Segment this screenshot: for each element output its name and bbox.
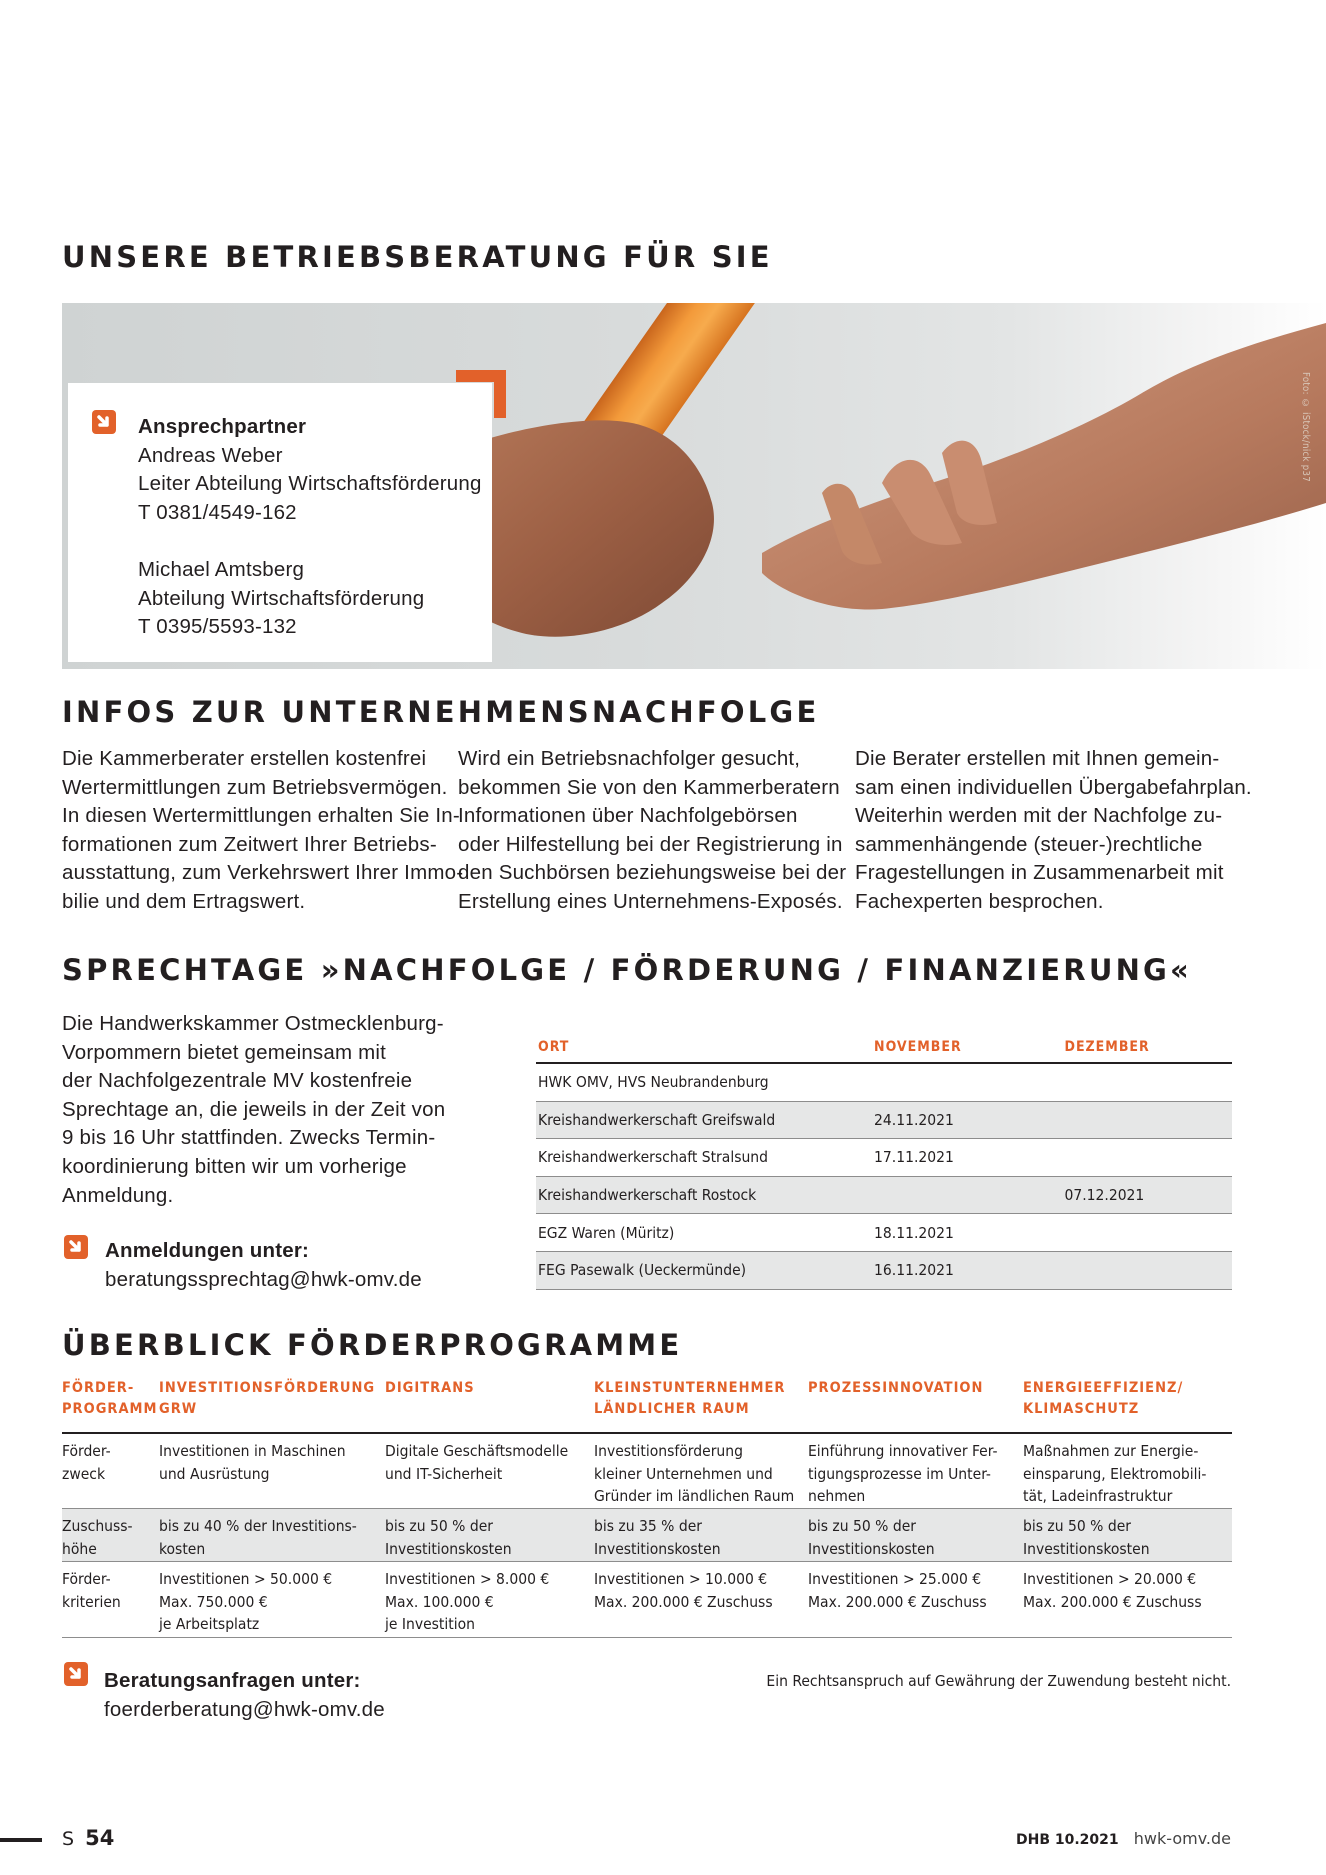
cell-ort: Kreishandwerkerschaft Stralsund bbox=[538, 1148, 768, 1167]
cell bbox=[1023, 1440, 1232, 1504]
cell-november: 17.11.2021 bbox=[874, 1148, 954, 1167]
text-line: bilie und dem Ertragswert. bbox=[62, 889, 306, 913]
cell-line: Max. 750.000 € bbox=[159, 1592, 268, 1611]
cell-line: Investitionen > 20.000 € bbox=[1023, 1570, 1197, 1588]
cell-ort: HWK OMV, HVS Neubrandenburg bbox=[538, 1073, 769, 1092]
nachfolge-column-2 bbox=[458, 745, 846, 917]
text-line: In diesen Wertermittlungen erhalten Sie In- bbox=[62, 804, 460, 828]
cell-line: Investitionen > 10.000 € bbox=[594, 1570, 768, 1588]
arrow-down-right-icon bbox=[64, 1662, 88, 1686]
text-line: bekommen Sie von den Kammerberatern bbox=[458, 775, 840, 799]
column-header-dezember: DEZEMBER bbox=[1064, 1039, 1150, 1055]
contact-box bbox=[68, 383, 492, 662]
header-line: GRW bbox=[159, 1401, 198, 1417]
website-link[interactable]: hwk-omv.de bbox=[1133, 1829, 1231, 1848]
contact-phone: T 0381/4549-162 bbox=[138, 500, 297, 524]
text-line: Die Berater erstellen mit Ihnen gemein- bbox=[855, 747, 1220, 770]
cell-line: Investitionskosten bbox=[385, 1539, 512, 1558]
text-line: Fragestellungen in Zusammenarbeit mit bbox=[855, 861, 1224, 885]
cell-line: tät, Ladeinfrastruktur bbox=[1023, 1487, 1173, 1505]
row-label bbox=[62, 1515, 159, 1557]
cell bbox=[1023, 1515, 1232, 1557]
cell bbox=[159, 1440, 385, 1504]
contact-details bbox=[138, 413, 482, 642]
cell-november: 24.11.2021 bbox=[874, 1110, 954, 1129]
cell-ort: Kreishandwerkerschaft Greifswald bbox=[538, 1110, 776, 1129]
cell bbox=[808, 1515, 1023, 1557]
column-header-prozessinnovation bbox=[808, 1378, 1023, 1432]
cell-line: je Investition bbox=[385, 1615, 475, 1633]
arrow-down-right-icon bbox=[92, 410, 116, 434]
cell-line: und IT-Sicherheit bbox=[385, 1464, 503, 1483]
text-line: Fachexperten besprochen. bbox=[855, 889, 1104, 913]
text-line: Vorpommern bietet gemeinsam mit bbox=[62, 1040, 387, 1064]
cell-line: Förder- bbox=[62, 1570, 111, 1588]
cell-line: Investitionen in Maschinen bbox=[159, 1442, 346, 1460]
footer-right bbox=[1016, 1829, 1231, 1848]
section-title-betriebsberatung: UNSERE BETRIEBSBERATUNG FÜR SIE bbox=[62, 240, 773, 274]
cell-line: kriterien bbox=[62, 1592, 121, 1611]
table-row bbox=[536, 1064, 1232, 1102]
anmeldung-label: Anmeldungen unter: bbox=[105, 1239, 310, 1262]
cell-line: Investitionen > 8.000 € bbox=[385, 1570, 550, 1588]
cell bbox=[594, 1515, 808, 1557]
table-header bbox=[536, 1032, 1232, 1064]
cell-line: einsparung, Elektromobili- bbox=[1023, 1464, 1207, 1483]
cell-line: nehmen bbox=[808, 1487, 866, 1505]
contact-phone: T 0395/5593-132 bbox=[138, 615, 297, 639]
text-line: Anmeldung. bbox=[62, 1183, 174, 1207]
column-header-energieeffizienz bbox=[1023, 1378, 1232, 1432]
text-line: Informationen über Nachfolgebörsen bbox=[458, 804, 798, 828]
table-row-zuschusshoehe bbox=[62, 1509, 1232, 1562]
nachfolge-column-1 bbox=[62, 745, 463, 917]
cell bbox=[385, 1568, 594, 1633]
cell bbox=[385, 1515, 594, 1557]
text-line: der Nachfolgezentrale MV kostenfreie bbox=[62, 1069, 413, 1093]
cell-ort: EGZ Waren (Müritz) bbox=[538, 1223, 675, 1242]
beratungsanfragen-label: Beratungsanfragen unter: bbox=[104, 1669, 361, 1692]
column-header-grw bbox=[159, 1378, 385, 1432]
text-line: Erstellung eines Unternehmens-Exposés. bbox=[458, 889, 843, 913]
page-number bbox=[62, 1826, 114, 1850]
nachfolge-column-3 bbox=[855, 745, 1252, 917]
column-header-kleinstunternehmer bbox=[594, 1378, 808, 1432]
cell-line: Max. 200.000 € Zuschuss bbox=[808, 1592, 987, 1611]
text-line: sammenhängende (steuer-)rechtliche bbox=[855, 832, 1203, 856]
contact-heading: Ansprechpartner bbox=[138, 415, 307, 438]
header-line: KLEINSTUNTERNEHMER bbox=[594, 1380, 786, 1396]
sprechtage-table bbox=[536, 1032, 1232, 1290]
cell-line: Max. 100.000 € bbox=[385, 1592, 494, 1611]
cell bbox=[385, 1440, 594, 1504]
cell-line: und Ausrüstung bbox=[159, 1464, 270, 1483]
cell-line: Investitionen > 25.000 € bbox=[808, 1570, 982, 1588]
text-line: Die Kammerberater erstellen kostenfrei bbox=[62, 747, 427, 770]
cell bbox=[808, 1440, 1023, 1504]
contact-role: Abteilung Wirtschaftsförderung bbox=[138, 586, 425, 610]
cell-line: bis zu 40 % der Investitions- bbox=[159, 1517, 357, 1535]
cell-line: Max. 200.000 € Zuschuss bbox=[1023, 1592, 1202, 1611]
cell-line: Digitale Geschäftsmodelle bbox=[385, 1442, 569, 1460]
legal-disclaimer: Ein Rechtsanspruch auf Gewährung der Zuwendung besteht nicht. bbox=[766, 1672, 1231, 1690]
row-label bbox=[62, 1440, 159, 1504]
contact-name: Andreas Weber bbox=[138, 443, 283, 467]
column-header-programm bbox=[62, 1378, 159, 1432]
header-line: LÄNDLICHER RAUM bbox=[594, 1401, 750, 1417]
column-header-digitrans bbox=[385, 1378, 594, 1432]
page-prefix: S bbox=[62, 1828, 75, 1850]
cell bbox=[594, 1440, 808, 1504]
table-row-foerderkriterien bbox=[62, 1562, 1232, 1638]
cell-line: bis zu 35 % der bbox=[594, 1517, 703, 1535]
header-line: PROZESSINNOVATION bbox=[808, 1380, 984, 1396]
cell-line: bis zu 50 % der bbox=[808, 1517, 917, 1535]
text-line: sam einen individuellen Übergabefahrplan. bbox=[855, 775, 1252, 799]
text-line: Wertermittlungen zum Betriebsvermögen. bbox=[62, 775, 448, 799]
text-line: Weiterhin werden mit der Nachfolge zu- bbox=[855, 804, 1223, 828]
beratungsanfragen-email-link[interactable]: foerderberatung@hwk-omv.de bbox=[104, 1697, 385, 1721]
cell-november: 18.11.2021 bbox=[874, 1223, 954, 1242]
cell-line: Investitionskosten bbox=[808, 1539, 935, 1558]
text-line: Sprechtage an, die jeweils in der Zeit von bbox=[62, 1097, 446, 1121]
cell-line: kleiner Unternehmen und bbox=[594, 1464, 773, 1483]
page-number-value: 54 bbox=[85, 1826, 115, 1850]
anmeldung-info bbox=[105, 1237, 422, 1294]
cell bbox=[1023, 1568, 1232, 1633]
text-line: Wird ein Betriebsnachfolger gesucht, bbox=[458, 747, 801, 770]
header-line: FÖRDER- bbox=[62, 1380, 135, 1396]
cell-line: Maßnahmen zur Energie- bbox=[1023, 1442, 1199, 1460]
issue-label: DHB 10.2021 bbox=[1016, 1832, 1119, 1848]
table-row bbox=[536, 1252, 1232, 1290]
cell-dezember: 07.12.2021 bbox=[1064, 1186, 1145, 1205]
cell-line: bis zu 50 % der bbox=[385, 1517, 494, 1535]
photo-credit: Foto: © iStock/nick p37 bbox=[1300, 372, 1311, 482]
table-row bbox=[536, 1102, 1232, 1140]
text-line: den Suchbörsen beziehungsweise bei der bbox=[458, 861, 847, 885]
foerderprogramme-table bbox=[62, 1376, 1232, 1638]
cell-november: 16.11.2021 bbox=[874, 1261, 954, 1280]
section-title-sprechtage: SPRECHTAGE »NACHFOLGE / FÖRDERUNG / FINANZIERUNG« bbox=[62, 953, 1192, 987]
sprechtage-description bbox=[62, 1010, 445, 1210]
cell-line: Investitionskosten bbox=[1023, 1539, 1150, 1558]
header-line: DIGITRANS bbox=[385, 1380, 475, 1396]
cell-ort: FEG Pasewalk (Ueckermünde) bbox=[538, 1261, 747, 1280]
text-line: koordinierung bitten wir um vorherige bbox=[62, 1154, 407, 1178]
contact-role: Leiter Abteilung Wirtschaftsförderung bbox=[138, 472, 482, 496]
column-header-november: NOVEMBER bbox=[874, 1039, 962, 1055]
header-line: KLIMASCHUTZ bbox=[1023, 1401, 1140, 1417]
section-title-nachfolge: INFOS ZUR UNTERNEHMENSNACHFOLGE bbox=[62, 695, 820, 729]
cell-ort: Kreishandwerkerschaft Rostock bbox=[538, 1186, 757, 1205]
table-row bbox=[536, 1177, 1232, 1215]
header-line: ENERGIEEFFIZIENZ/ bbox=[1023, 1380, 1184, 1396]
header-line: INVESTITIONSFÖRDERUNG bbox=[159, 1380, 376, 1396]
cell-line: Förder- bbox=[62, 1442, 111, 1460]
cell-line: Investitionsförderung bbox=[594, 1442, 743, 1460]
cell-line: bis zu 50 % der bbox=[1023, 1517, 1132, 1535]
cell bbox=[159, 1515, 385, 1557]
text-line: ausstattung, zum Verkehrswert Ihrer Immo- bbox=[62, 861, 464, 885]
cell bbox=[594, 1568, 808, 1633]
cell bbox=[808, 1568, 1023, 1633]
cell-line: Gründer im ländlichen Raum bbox=[594, 1487, 795, 1505]
cell-line: Investitionskosten bbox=[594, 1539, 721, 1558]
table-row bbox=[536, 1214, 1232, 1252]
footer-rule bbox=[0, 1838, 42, 1842]
beratungsanfragen-info bbox=[104, 1667, 385, 1724]
arrow-down-right-icon bbox=[64, 1235, 88, 1259]
row-label bbox=[62, 1568, 159, 1633]
cell-line: höhe bbox=[62, 1539, 97, 1558]
cell-line: Zuschuss- bbox=[62, 1517, 133, 1535]
column-header-ort: ORT bbox=[538, 1039, 570, 1055]
cell-line: zweck bbox=[62, 1464, 106, 1483]
cell bbox=[159, 1568, 385, 1633]
cell-line: je Arbeitsplatz bbox=[159, 1615, 260, 1633]
header-line: PROGRAMM bbox=[62, 1401, 158, 1417]
table-row-foerderzweck bbox=[62, 1434, 1232, 1509]
section-title-foerderprogramme: ÜBERBLICK FÖRDERPROGRAMME bbox=[62, 1328, 683, 1362]
cell-line: kosten bbox=[159, 1539, 206, 1558]
cell-line: Investitionen > 50.000 € bbox=[159, 1570, 333, 1588]
table-header bbox=[62, 1376, 1232, 1434]
text-line: formationen zum Zeitwert Ihrer Betriebs- bbox=[62, 832, 437, 856]
text-line: Die Handwerkskammer Ostmecklenburg- bbox=[62, 1012, 444, 1035]
text-line: oder Hilfestellung bei der Registrierung in bbox=[458, 832, 843, 856]
cell-line: tigungsprozesse im Unter- bbox=[808, 1464, 991, 1483]
text-line: 9 bis 16 Uhr stattfinden. Zwecks Termin- bbox=[62, 1126, 436, 1150]
cell-line: Einführung innovativer Fer- bbox=[808, 1442, 998, 1460]
cell-line: Max. 200.000 € Zuschuss bbox=[594, 1592, 773, 1611]
contact-name: Michael Amtsberg bbox=[138, 557, 305, 581]
table-row bbox=[536, 1139, 1232, 1177]
anmeldung-email-link[interactable]: beratungssprechtag@hwk-omv.de bbox=[105, 1267, 422, 1291]
